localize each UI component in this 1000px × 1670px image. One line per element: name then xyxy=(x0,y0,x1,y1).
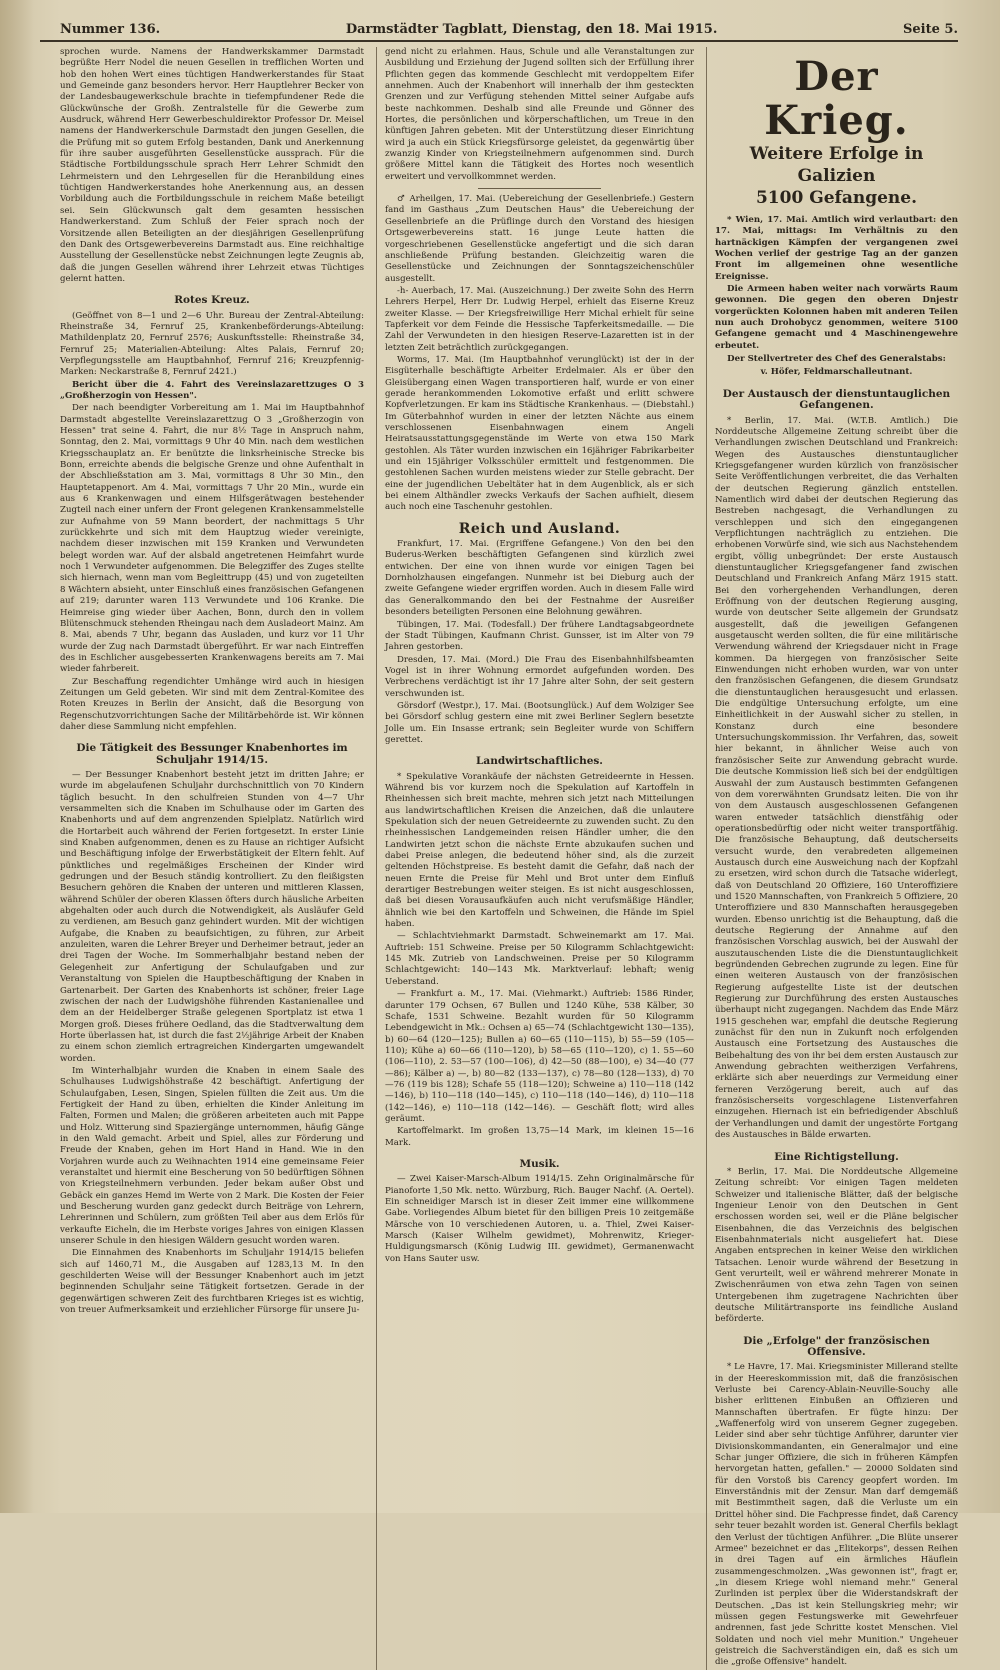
section-heading: Reich und Ausland. xyxy=(458,520,621,537)
section-heading: Rotes Kreuz. xyxy=(174,294,250,307)
masthead-date: Darmstädter Tagblatt, Dienstag, den 18. Mai 1915. xyxy=(345,22,718,37)
article-text: * Berlin, 17. Mai. Die Norddeutsche Allgemeine Zeitung schreibt: Vor einigen Tagen meldeten Schweizer und italienische Blätter, daß der belgische Ingenieur Lenoir von den Deutschen in Gent erschossen worden sei, weil er die Pläne belgischer Eisenbahnen, die das Verzeichnis des belgischen Eisenbahnmaterials nicht ausgeliefert hat. Diese Angaben entsprechen in keiner Weise den wirklichen Tatsachen. Lenoir wurde während der Besetzung in Gent verurteilt, weil er während mehrerer Monate in Zwischenräumen von etwa zehn Tagen von seinen Untergebenen ihm zugetragene Nachrichten über deutsche Militärtransporte ins feindliche Ausland beförderte. xyxy=(715,1166,958,1325)
headline-sub: 5100 Gefangene. xyxy=(755,188,918,208)
main-headline: Der Krieg. xyxy=(764,53,909,144)
article-text: Die Armeen haben weiter nach vorwärts Raum gewonnen. Die gegen den oberen Dnjestr vorgerückten Kolonnen haben mit anderen Teilen nun auch Drohobycz genommen, weitere 5100 Gefangene gemacht und 4 Maschinengewehre erbeutet. xyxy=(715,284,958,351)
article-text: * Spekulative Vorankäufe der nächsten Getreideernte in Hessen. Während bis vor kurzem noch die Spekulation auf Kartoffeln in Rheinhessen sich breit machte, mehren sich jetzt nach Mitteilungen aus landwirtschaftlichen Kreisen die Anzeichen, daß die unlautere Spekulation sich der neuen Getreideernte zu zuwenden sucht. Zu den rheinhessischen Landgemeinden reisen Händler umher, die den Landwirten jetzt schon die nächste Ernte abzukaufen suchen und dabei Preise anlegen, die bedeutend höher sind, als die zurzeit geltenden Höchstpreise. Es besteht damit die Gefahr, daß nach der neuen Ernte die Preise für Mehl und Brot unter dem Einfluß derartiger Bestrebungen weiter steigen. Es ist nicht ausgeschlossen, daß bei diesen Vorausaufkäufen auch nicht verufsmäßige Händler, ähnlich wie bei den Kartoffeln und Schweinen, die Hände im Spiel haben. xyxy=(385,771,694,930)
column-1 xyxy=(60,47,364,1670)
article-text: * Berlin, 17. Mai. (W.T.B. Amtlich.) Die Norddeutsche Allgemeine Zeitung schreibt über die Verhandlungen zwischen Deutschland und Frankreich: Wegen des Austausches dienstuntauglicher Kriegsgefangener wurden kürzlich von französischer Seite Veröffentlichungen verbreitet, die das Verhalten der deutschen Regierung gänzlich entstellen. Namentlich wird dabei der deutschen Regierung das Bestreben nachgesagt, die Verhandlungen zu verschleppen und sich den eingegangenen Verpflichtungen nachträglich zu entziehen. Die erhobenen Vorwürfe sind, wie sich aus Nachstehendem ergibt, völlig unbegründet: Der erste Austausch dienstuntauglicher Kriegsgefangener fand zwischen Deutschland und Frankreich Anfang März 1915 statt. Bei den vorhergehenden Verhandlungen, deren Eröffnung von der deutschen Regierung ausging, wurde von deutscher Seite allgemein der Grundsatz ausgestellt, daß die jeweiligen Gefangenen ausgetauscht werden sollten, die für eine militärische Verwendung während der Kriegsdauer nicht in Frage kommen. Da hiergegen von französischer Seite Einwendungen nicht erhoben wurden, war von unter den französischen Gefangenen, die diesem Grundsatz die dienstuntauglichen herausgesucht und erlassen. Die endgültige Untersuchung erfolgte, um eine Einheitlichkeit in der Auswahl sicher zu stellen, in Konstanz durch eine besondere Untersuchungskommission. Ihr Verfahren, das, soweit hier bekannt, in ähnlicher Weise auch von französischer Seite zur Anwendung gebracht wurde. Die deutsche Kommission ließ sich bei der endgültigen Auswahl der zum Austausch bestimmten Gefangenen von dem vorerwähnten Grundsatz leiten. Die von ihr von dem Austausch ausgeschlossenen Gefangenen waren entweder tatsächlich dienstfähig oder operationsbedürftig oder nicht weiter transportfähig. Die französische Behauptung, daß deutscherseits versucht wurde, den verabredeten allgemeinen Austausch durch eine Ausweichung nach der Kopfzahl zu ersetzen, wird schon durch die Tatsache widerlegt, daß von Deutschland 20 Offiziere, 160 Unteroffiziere und 1520 Mannschaften, von Frankreich 5 Offiziere, 20 Unteroffiziere und 830 Mannschaften herausgegeben wurden. Ebenso unrichtig ist die Behauptung, daß die deutsche Regierung der Annahme auf den französischen Vorschlag auswich, bei der Auswahl der auszutauschenden Liste die die Dienstuntauglichkeit begründenden Gebrechen zugrunde zu legen. Eine für einen weiteren Austausch von der französischen Regierung aufgestellte Liste ist der deutschen Regierung zur Durchführung des ersten Austausches überhaupt nicht zugegangen. Nachdem das Ende März 1915 geschehen war, empfahl die deutsche Regierung zunächst für den nun in Zukunft noch erfolgenden Austausch eine Fortsetzung des Austausches die Beibehaltung des von ihr bei dem ersten Austausch zur Anwendung gebrachten weitherzigen Verfahrens, erklärte sich aber neuerdings zur Vermeidung einer ferneren Verzögerung bereit, auch auf das französischerseits vorgeschlagene Listenverfahren einzugehen. Hiernach ist ein befriedigender Abschluß der Verhandlungen und damit der ungestörte Fortgang des Austausches in Bälde erwarten. xyxy=(715,415,958,1141)
section-heading: Der Austausch der dienstuntauglichen Gefangenen. xyxy=(722,387,951,412)
article-text: Frankfurt, 17. Mai. (Ergriffene Gefangene.) Von den bei den Buderus-Werken beschäftigten Gefangenen sind kürzlich zwei entwichen. Der eine von ihnen wurde vor einigen Tagen bei Dornholzhausen eingefangen. Nunmehr ist bei Dieburg auch der zweite Gefangene wieder ergriffen worden. Auch in diesem Falle wird das Generalkommando den bei der Festnahme der Ausreißer besonders beteiligten Personen eine Belohnung gewähren. xyxy=(385,539,694,618)
headline-sub: Weitere Erfolge in Galizien xyxy=(749,144,924,186)
article-text: Tübingen, 17. Mai. (Todesfall.) Der frühere Landtagsabgeordnete der Stadt Tübingen, Kaufmann Christ. Gunsser, ist im Alter von 79 Jahren gestorben. xyxy=(385,619,694,653)
article-text: * Le Havre, 17. Mai. Kriegsminister Millerand stellte in der Heereskommission mit, daß die französischen Verluste bei Carency-Ablain-Neuville-Souchy alle bisher erlittenen Einbußen an Offizieren und Mannschaften übertrafen. Er fügte hinzu: Der „Waffenerfolg wird von unserem Gegner zugegeben. Leider sind aber sehr tüchtige Anführer, darunter vier Divisionskommandanten, ein Generalmajor und eine Schar junger Offiziere, die sich in früheren Kämpfen hervorgetan hatten, gefallen." — 20000 Soldaten sind für den Vorstoß bis Carency geopfert worden. Im Einverständnis mit der Zensur. Man darf demgemäß mit Bestimmtheit sagen, daß die Verluste um ein Drittel höher sind. Die Fachpresse findet, daß Carency sehr teuer bezahlt worden ist. General Cherfils beklagt den Verlust der tüchtigen Anführer. „Die Blüte unserer Armee" bezeichnet er das „Elitekorps", dessen Reihen in drei Tagen auf ein ärmliches Häuflein zusammengeschmolzen. „Was gewonnen ist", fragt er, „in diesem Kriege wohl niemand mehr." General Zurlinden ist perplex über die Widerstandskraft der Deutschen. „Das ist kein Stellungskrieg mehr; wir müssen gegen Festungswerke mit Gewehrfeuer andrennen, fast jede Schritte kostet Menschen. Viel Soldaten und noch viel mehr Munition." Ungeheuer geistreich die Sachverständigen ein, daß es sich um die „große Offensive" handelt. xyxy=(715,1362,958,1668)
section-heading: Landwirtschaftliches. xyxy=(476,755,603,768)
article-text: -h- Auerbach, 17. Mai. (Auszeichnung.) Der zweite Sohn des Herrn Lehrers Herpel, Herr Dr. Ludwig Herpel, erhielt das Eiserne Kreuz zweiter Klasse. — Der Kriegsfreiwillige Herr Michal erhielt für seine Tapferkeit vor dem Feinde die Hessische Tapferkeitsmedaille. — Die Zahl der Verwundeten in den hiesigen Reserve-Lazaretten ist in der letzten Zeit beträchtlich zurückgegangen. xyxy=(385,285,694,353)
signature-line: Der Stellvertreter des Chef des Generalstabs: xyxy=(727,354,946,365)
article-text: Die Einnahmen des Knabenhorts im Schuljahr 1914/15 beliefen sich auf 1460,71 M., die Ausgaben auf 1283,13 M. In den geschilderten Weise will der Bessunger Knabenhort auch im jetzt beginnenden Schuljahr seine Tätigkeit fortsetzen. Gerade in der gegenwärtigen schweren Zeit des furchtbaren Krieges ist es wichtig, von treuer Aufmerksamkeit und erziehlicher Fürsorge für unsere Ju- xyxy=(60,1248,364,1316)
section-heading: Die Tätigkeit des Bessunger Knabenhortes im Schuljahr 1914/15. xyxy=(76,742,348,766)
section-heading: Musik. xyxy=(519,1157,560,1170)
article-text: Dresden, 17. Mai. (Mord.) Die Frau des Eisenbahnhilfsbeamten Vogel ist in ihrer Wohnung ermordet aufgefunden worden. Des Verbrechens verdächtigt ist ihr 17 Jahre alter Sohn, der seit gestern verschwunden ist. xyxy=(385,654,694,699)
issue-number: Nummer 136. xyxy=(60,22,161,37)
section-heading: Eine Richtigstellung. xyxy=(774,1150,899,1163)
article-text: Görsdorf (Westpr.), 17. Mai. (Bootsunglück.) Auf dem Wolziger See bei Görsdorf schlug gestern eine mit zwei Berliner Seglern besetzte Jolle um. Ein Insasse ertrank; sein Begleiter wurde von Schiffern gerettet. xyxy=(385,700,694,745)
column-2 xyxy=(376,47,694,1670)
column-3 xyxy=(706,47,958,1670)
article-text: * Wien, 17. Mai. Amtlich wird verlautbart: den 17. Mai, mittags: Im Verhältnis zu den hartnäckigen Kämpfen der vergangenen zwei Wochen verlief der gestrige Tag an der ganzen Front im allgemeinen ohne wesentliche Ereignisse. xyxy=(715,215,958,282)
article-text: Kartoffelmarkt. Im großen 13,75—14 Mark, im kleinen 15—16 Mark. xyxy=(385,1126,694,1148)
divider xyxy=(478,188,602,189)
page-number: Seite 5. xyxy=(903,22,958,37)
article-text: Zur Beschaffung regendichter Umhänge wird auch in hiesigen Zeitungen um Geld gebeten. Wir sind mit dem Zentral-Komitee des Roten Kreuzes in Berlin der Ansicht, daß die Besorgung von Regenschutzvorrichtungen Sache der Militärbehörde ist. Wir können daher diese Sammlung nicht empfehlen. xyxy=(60,676,364,732)
article-text: (Geöffnet von 8—1 und 2—6 Uhr. Bureau der Zentral-Abteilung: Rheinstraße 34, Fernruf 25, Krankenbeförderungs-Abteilung: Mathildenplatz 20, Fernruf 2576; Auskunftsstelle: Rheinstraße 34, Fernruf 25; Materialien-Abteilung: Altes Palais, Fernruf 20; Verpflegungsstelle am Hauptbahnhof, Fernruf 216; Kreuzpfennig-Marken: Neckarstraße 8, Fernruf 2421.) xyxy=(60,310,364,378)
article-text: gend nicht zu erlahmen. Haus, Schule und alle Veranstaltungen zur Ausbildung und Erziehung der Jugend sollten sich der Erfüllung ihrer Pflichten gegen das kommende Geschlecht mit verdoppeltem Eifer annehmen. Auch der Knabenhort will innerhalb der ihm gesteckten Grenzen und zur Verfügung stehenden Mittel seiner Aufgabe aufs beste nachkommen. Deshalb sind alle Freunde und Gönner des Hortes, die persönlichen und körperschaftlichen, um Treue in den künftigen Jahren gebeten. Mit der Unterstützung dieser Einrichtung wird ja auch ein Stück Kriegsfürsorge geleistet, da gegenwärtig über zwanzig Kinder von Kriegsteilnehmern aufgenommen sind. Durch größere Mittel kann die Tätigkeit des Hortes noch wesentlich erweitert und vervollkommnet werden. xyxy=(385,47,694,182)
article-text: Der nach beendigter Vorbereitung am 1. Mai im Hauptbahnhof Darmstadt abgestellte Vereinslazarettzug O 3 „Großherzogin von Hessen" trat seine 4. Fahrt, die nur 8½ Tage in Anspruch nahm, Sonntag, den 2. Mai, vormittags 9 Uhr 40 Min. nach dem westlichen Kriegsschauplatz an. Er benützte die linksrheinische Strecke bis Bonn, erreichte abends die belgische Grenze und ohne Aufenthalt in der Abschließstation am 3. Mai, vormittags 8 Uhr 30 Min., den Hauptetappenort. Am 4. Mai, vormittags 7 Uhr 20 Min., wurde ein aus 6 Krankenwagen und einem Hilfsgerätwagen bestehender Zugteil nach einer unfern der Front gelegenen Krankensammelstelle zur Aufnahme von 59 Mann beordert, der nachmittags 5 Uhr zurückkehrte und sich mit dem Hauptzug wieder vereinigte, nachdem dieser inzwischen mit 159 Kranken und Verwundeten belegt worden war. Auf der alsbald angetretenen Heimfahrt wurde noch 1 Verwundeter aufgenommen. Die Belegziffer des Zuges stellte sich hiernach, wenn man vom Begleittrupp (45) und von zugeteilten 8 Wächtern absieht, unter Einschluß eines französischen Gefangenen auf 219; darunter waren 113 Verwundete und 106 Kranke. Die Heimreise ging wieder über Aachen, Bonn, durch den in vollem Blütenschmuck stehenden Rheingau nach dem Ausladeort Mainz. Am 8. Mai, abends 7 Uhr, begann das Ausladen, und kurz vor 11 Uhr wurde der Zug nach Darmstadt übergeführt. Er war nach Eintreffen des in Eschlicher ausgebesserten Krankenwagens bereits am 7. Mai wieder fahrbereit. xyxy=(60,403,364,675)
signature-line: v. Höfer, Feldmarschalleutnant. xyxy=(760,367,913,378)
columns xyxy=(40,47,958,1668)
section-heading: Die „Erfolge" der französischen Offensive. xyxy=(743,1334,930,1358)
article-text: — Zwei Kaiser-Marsch-Album 1914/15. Zehn Originalmärsche für Pianoforte 1,50 Mk. netto. Würzburg, Rich. Bauger Nachf. (A. Oertel). Ein schneidiger Marsch ist in dieser Zeit immer eine willkommene Gabe. Vorliegendes Album bietet für den billigen Preis 10 zeitgemäße Märsche von 10 verschiedenen Autoren, u. a. Thiel, Zwei Kaiser-Marsch (Kaiser Wilhelm gewidmet), Mohrenwitz, Krieger-Huldigungsmarsch (König Ludwig III. gewidmet), Germanenwacht von Hans Sauter usw. xyxy=(385,1174,694,1264)
article-text: Worms, 17. Mai. (Im Hauptbahnhof verunglückt) ist der in der Eisgüterhalle beschäftigte Arbeiter Erdelmaier. Als er über den Gleisübergang einen Wagen transportieren half, wurde er von einer gerade herankommenden Lokomotive erfaßt und erlitt schwere Kopfverletzungen. Er kam ins Städtische Krankenhaus. — (Diebstahl.) Im Güterbahnhof wurden in einer der letzten Nächte aus einem verschlossenen Eisenbahnwagen einem Angeli Heiratsausstattungsgegenstände im Werte von etwa 150 Mark gestohlen. Als Täter wurden inzwischen ein 16jähriger Fabrikarbeiter und ein 15jähriger Volksschüler ermittelt und festgenommen. Die gestohlenen Sachen wurden meistens wieder zur Stelle gebracht. Der eine der jugendlichen Uebeltäter hat in dem Augenblick, als er sich bei einem Althändler zwecks Verkaufs der Sachen aufhielt, diesem auch noch eine Taschenuhr gestohlen. xyxy=(385,354,694,513)
article-text: Im Winterhalbjahr wurden die Knaben in einem Saale des Schulhauses Ludwigshöhstraße 42 beschäftigt. Anfertigung der Schulaufgaben, Lesen, Singen, Spielen füllten die Zeit aus. Um die Fertigkeit der Hand zu üben, erhielten die Kinder Anleitung im Falten, Formen und Malen; die größeren arbeiteten auch mit Pappe und Holz. Witterung sind Spaziergänge unternommen, häufig Gänge in den Wald gemacht. Arbeit und Spiel, alles zur Förderung und Freude der Knaben, gehen im Hort Hand in Hand. Wie in den Vorjahren wurde auch zu Weihnachten 1914 eine gemeinsame Feier veranstaltet und hiermit eine Bescherung von 50 bedürftigen Söhnen von Kriegsteilnehmern verbunden. Jeder bekam außer Obst und Gebäck ein ganzes Hemd im Werte von 2 Mark. Die Kosten der Feier und Bescherung wurden ganz gedeckt durch Beiträge von Lehrern, Lehrerinnen und Schülern, zum größten Teil aber aus dem Erlös für verkaufte Eicheln, die im Herbste voriges Jahres von einigen Klassen unserer Schule in den hiesigen Wäldern gesucht worden waren. xyxy=(60,1065,364,1247)
article-text: — Schlachtviehmarkt Darmstadt. Schweinemarkt am 17. Mai. Auftrieb: 151 Schweine. Preise per 50 Kilogramm Schlachtgewicht: 145 Mk. Zutrieb von Landschweinen. Preise per 50 Kilogramm Schlachtgewicht: 140—143 Mk. Marktverlauf: lebhaft; wenig Ueberstand. xyxy=(385,931,694,987)
article-subheading: Bericht über die 4. Fahrt des Vereinslazarettzuges O 3 „Großherzogin von Hessen". xyxy=(60,379,364,401)
article-text: sprochen wurde. Namens der Handwerkskammer Darmstadt begrüßte Herr Nodel die neuen Gesellen in trefflichen Worten und hob den hohen Wert eines tüchtigen Handwerkerstandes für Staat und Gemeinde ganz besonders hervor. Herr Hauptlehrer Becker von der Landesbaugewerkschule brachte in tiefempfundener Rede die Glückwünsche der Großh. Zentralstelle für die Gewerbe zum Ausdruck, während Herr Gewerbeschuldirektor Professor Dr. Meisel namens der Handwerkerschule Darmstadt den jungen Gesellen, die die Prüfung mit so gutem Erfolg bestanden, Dank und Anerkennung für ihre sauber ausgeführten Gesellenstücke aussprach. Für die Städtische Fortbildungsschule sprach Herr Lehrer Schmidt den Lehrmeistern und den Lehrgesellen für die Heranbildung eines tüchtigen Handwerkerstandes hohe Anerkennung aus, an dessen Vorbildung auch die Fortbildungsschule in reichem Maße beteiligt sei. Sein Glückwunsch galt dem gesamten hessischen Handwerkerstand. Zum Schluß der Feier sprach noch der Vorsitzende allen Beteiligten an der diesjährigen Gesellenprüfung den Dank des Ortsgewerbevereins Darmstadt aus. Eine reichhaltige Ausstellung der Gesellenstücke nebst Zeichnungen legte Zeugnis ab, daß die jungen Gesellen während ihrer Lehrzeit etwas Tüchtiges gelernt hatten. xyxy=(60,47,364,284)
article-text: — Frankfurt a. M., 17. Mai. (Viehmarkt.) Auftrieb: 1586 Rinder, darunter 179 Ochsen, 67 Bullen und 1240 Kühe, 538 Kälber, 30 Schafe, 1531 Schweine. Bezahlt wurden für 50 Kilogramm Lebendgewicht in Mk.: Ochsen a) 65—74 (Schlachtgewicht 130—135), b) 60—64 (120—125); Bullen a) 60—65 (110—115), b) 55—59 (105—110); Kühe a) 60—66 (110—120), b) 58—65 (110—120), c) 1. 55—60 (106—110), 2. 53—57 (100—106), d) 42—50 (88—100), e) 34—40 (77—86); Kälber a) —, b) 80—82 (133—137), c) 78—80 (128—133), d) 70—76 (119 bis 128); Schafe 55 (118—120); Schweine a) 110—118 (142—146), b) 110—118 (140—145), c) 110—118 (140—146), d) 110—118 (142—146), e) 110—118 (142—146). — Geschäft flott; wird alles geräumt. xyxy=(385,989,694,1124)
page-header xyxy=(40,22,958,42)
article-text: ♂ Arheilgen, 17. Mai. (Uebereichung der Gesellenbriefe.) Gestern fand im Gasthaus „Zum Deutschen Haus" die Uebereichung der Gesellenbriefe an die Prüflinge durch den Vorstand des hiesigen Ortsgewerbevereins statt. 16 junge Leute hatten die vorgeschriebenen Gesellenstücke angefertigt und die sich daran anschließende Prüfung bestanden. Gleichzeitig waren die Gesellenstücke und Zeichnungen der Sonntagszeichenschüler ausgestellt. xyxy=(385,194,694,284)
article-text: — Der Bessunger Knabenhort besteht jetzt im dritten Jahre; er wurde im abgelaufenen Schuljahr durchschnittlich von 70 Kindern täglich besucht. In den schulfreien Stunden von 4—7 Uhr versammelten sich die Knaben im Schulhause oder im Garten des Knabenhorts und auf dem angrenzenden Spielplatz. Natürlich wird die Hortarbeit auch während der Ferien fortgesetzt. In erster Linie sind Knaben aufgenommen, denen es zu Hause an richtiger Aufsicht und Beschäftigung infolge der Erwerbstätigkeit der Eltern fehlt. Auf pünktliches und regelmäßiges Erscheinen der Kinder wird gedrungen und der Besuch ständig kontrolliert. Zu den fleißigsten Besuchern gehören die Knaben der unteren und mittleren Klassen, während Schüler der oberen Klassen öfters durch häusliche Arbeiten abgehalten oder auch durch die Notwendigkeit, als Ausläufer Geld zu verdienen, am Besuch ganz gehindert wurden. Mit der wichtigen Aufgabe, die Knaben zu beaufsichtigen, zu führen, zur Arbeit anzuleiten, waren die Lehrer Breyer und Derheimer betraut, jeder an drei Tagen der Woche. Im Sommerhalbjahr bestand neben der Gelegenheit zur Anfertigung der Schulaufgaben und zur Veranstaltung von Spielen die Hauptbeschäftigung der Knaben in Gartenarbeit. Der Garten des Knabenhorts ist schöner, freier Lage zwischen der nach der Ludwigshöhe führenden Kastanienallee und dem an der Heidelberger Straße gelegenen Sportplatz ist etwa 1 Morgen groß. Dieses frühere Oedland, das die Stadtverwaltung dem Horte überlassen hat, ist durch die fast 2½jährige Arbeit der Knaben zu einem schon ziemlich ertragreichen Kindergarten umgewandelt worden. xyxy=(60,769,364,1064)
